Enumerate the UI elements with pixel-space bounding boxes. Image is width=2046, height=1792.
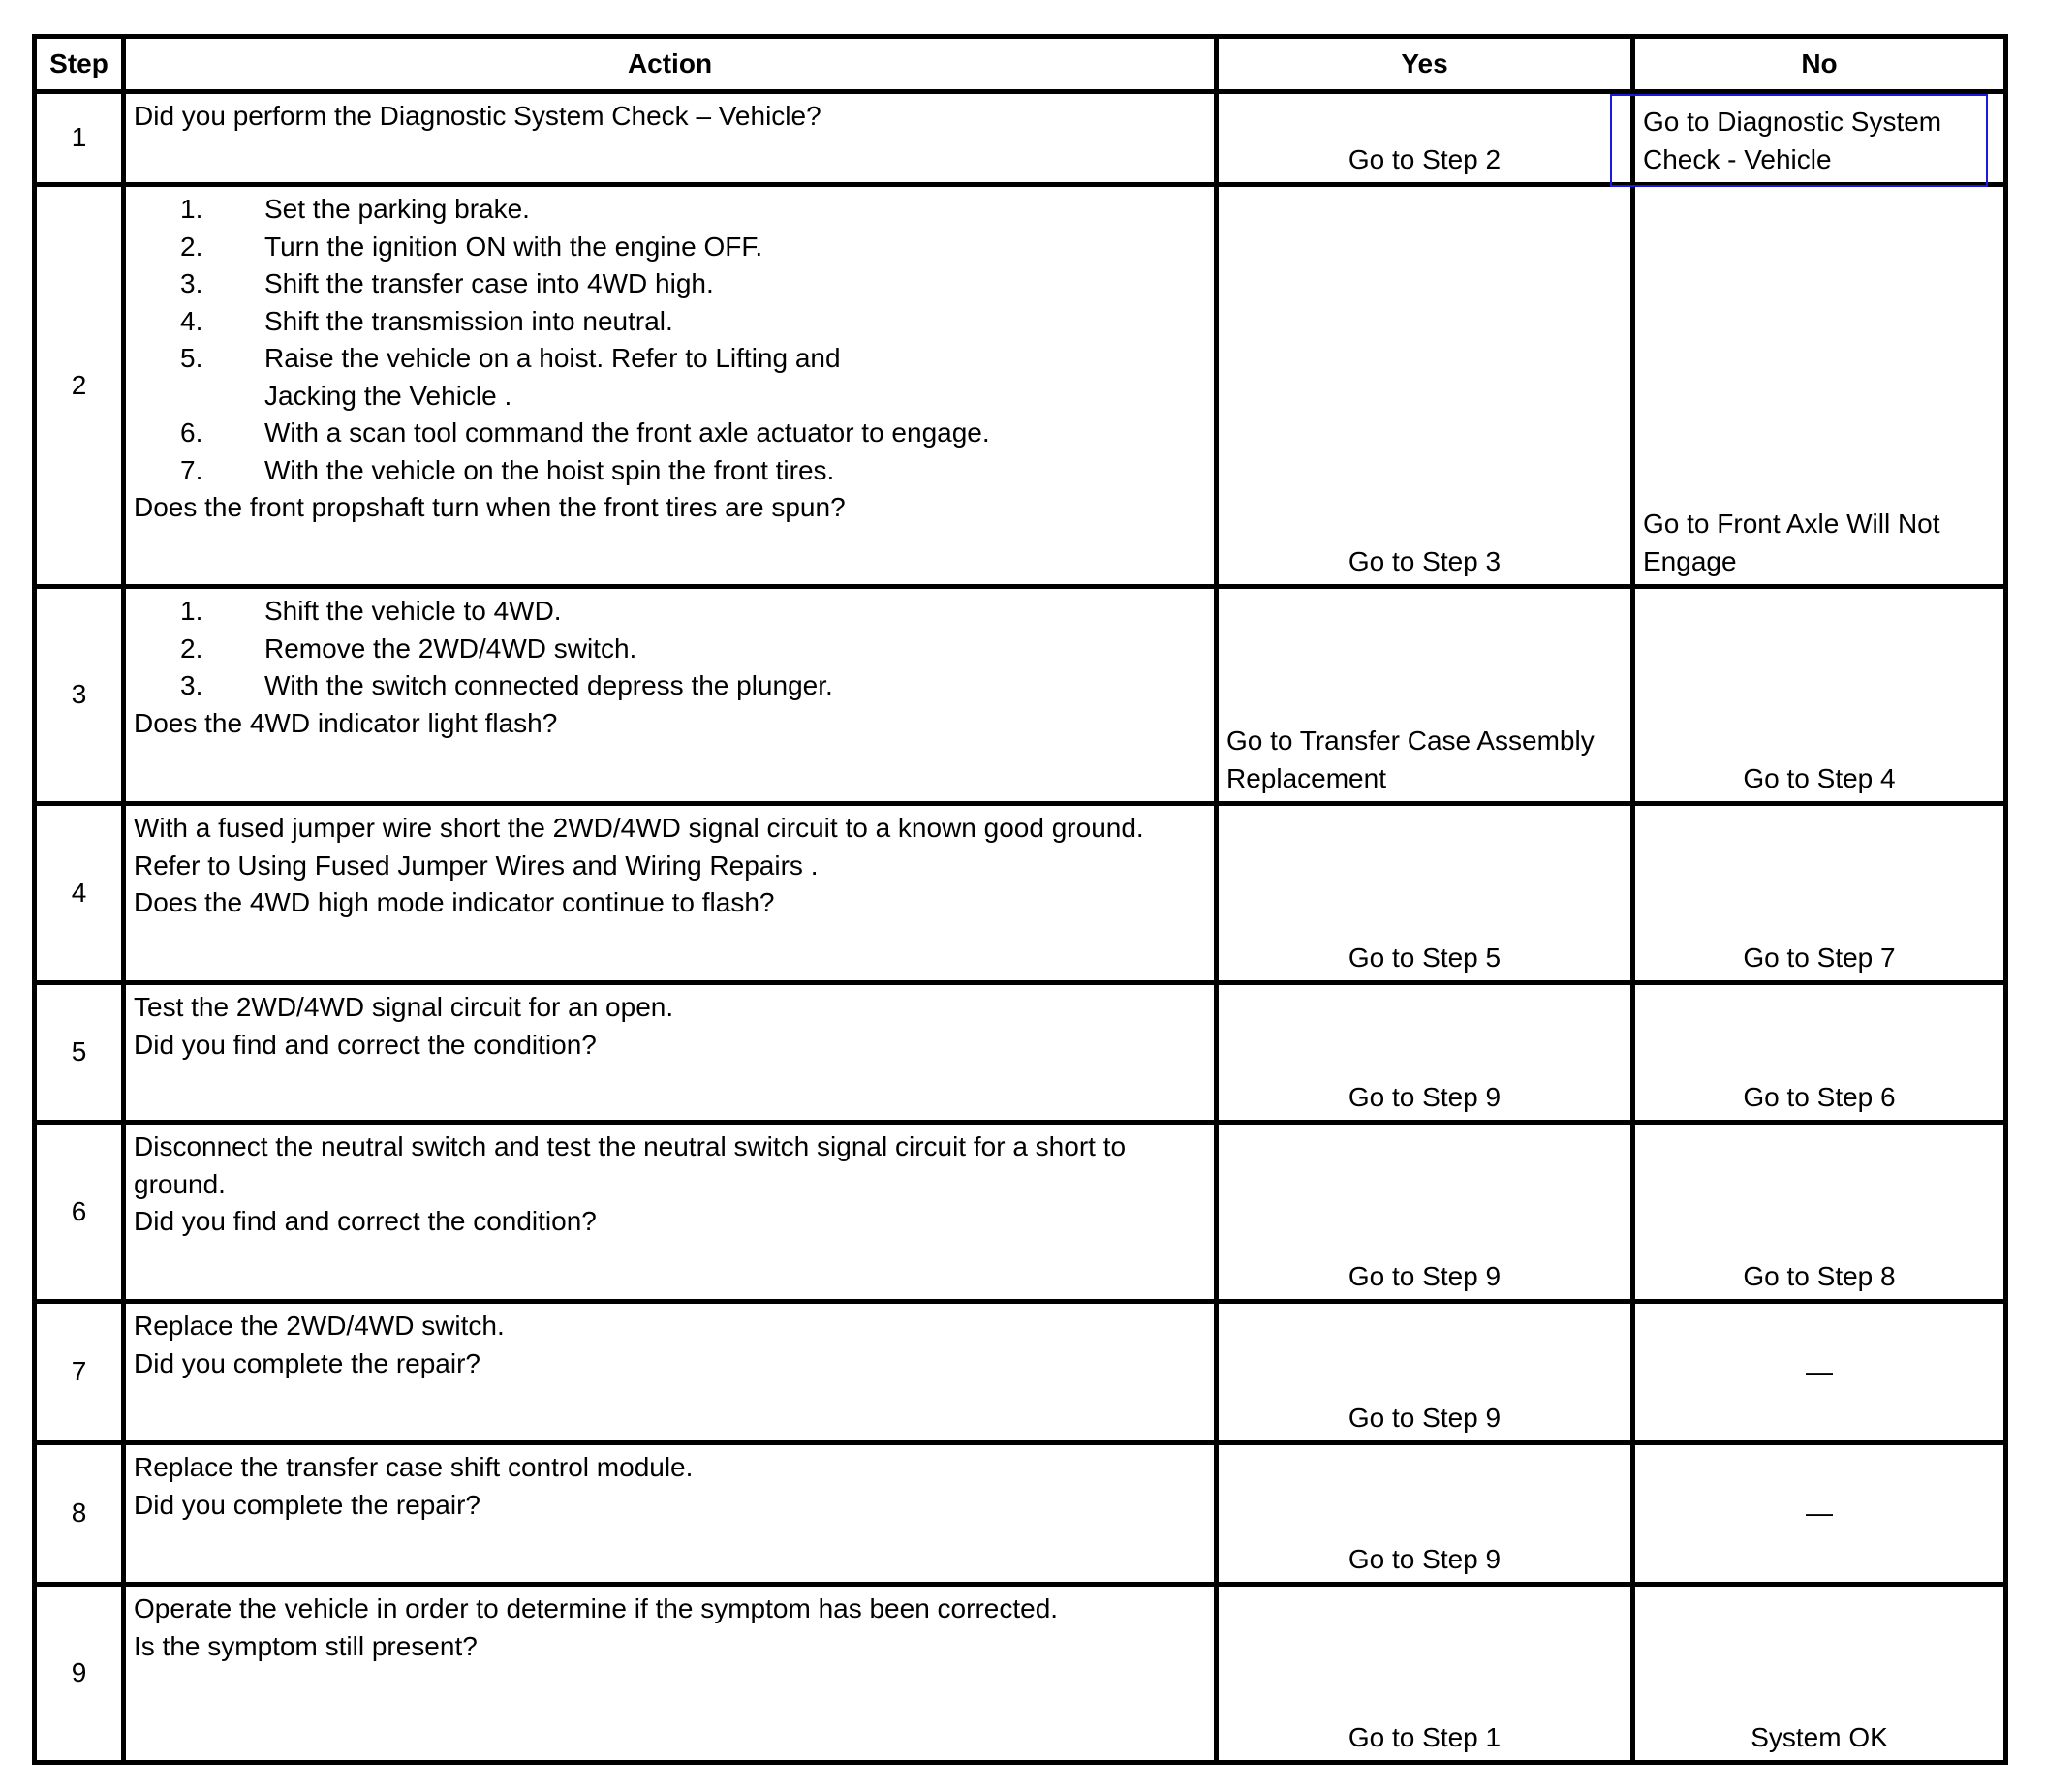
action-text: Disconnect the neutral switch and test the neutral switch signal circuit for a short to ground. (134, 1131, 1127, 1199)
instruction-item: 1. Shift the vehicle to 4WD. (180, 596, 562, 626)
action-question: Is the symptom still present? (134, 1630, 478, 1661)
table-row-step-8 (35, 1443, 2006, 1585)
step-number: 8 (35, 1443, 124, 1585)
instruction-item: 6. With a scan tool command the front axle actuator to engage. (180, 417, 990, 448)
table-row-step-9 (35, 1585, 2006, 1763)
no-cell-dash: — (1633, 1302, 2006, 1443)
instruction-item: 3. Shift the transfer case into 4WD high. (180, 268, 714, 298)
step-number: 4 (35, 804, 124, 983)
action-question: Did you complete the repair? (134, 1489, 480, 1520)
table-row-step-1 (35, 92, 2006, 185)
step-number: 5 (35, 983, 124, 1123)
yes-cell[interactable]: Go to Step 2 (1217, 92, 1633, 185)
no-cell-dash: — (1633, 1443, 2006, 1585)
action-text: With a fused jumper wire short the 2WD/4WD signal circuit to a known good ground. Refer to Using Fused Jumper Wires and Wiring Repairs . (134, 813, 1144, 881)
header-row (35, 37, 2006, 92)
action-cell (124, 1302, 1217, 1443)
step-number: 9 (35, 1585, 124, 1763)
action-question: Does the 4WD high mode indicator continue to flash? (134, 887, 775, 917)
no-cell[interactable]: System OK (1633, 1585, 2006, 1763)
no-cell[interactable]: Go to Front Axle Will Not Engage (1633, 185, 2006, 587)
instruction-list (134, 593, 1206, 705)
table-row-step-5 (35, 983, 2006, 1123)
action-question: Did you find and correct the condition? (134, 1029, 597, 1060)
action-cell (124, 92, 1217, 185)
step-number: 2 (35, 185, 124, 587)
yes-cell[interactable]: Go to Step 3 (1217, 185, 1633, 587)
yes-cell[interactable]: Go to Step 9 (1217, 1123, 1633, 1302)
step-number: 6 (35, 1123, 124, 1302)
action-question: Did you complete the repair? (134, 1347, 480, 1378)
action-question: Did you perform the Diagnostic System Check – Vehicle? (134, 101, 822, 131)
table-row-step-7 (35, 1302, 2006, 1443)
instruction-item: 3. With the switch connected depress the plunger. (180, 670, 833, 700)
instruction-item: 5. Raise the vehicle on a hoist. Refer to Lifting and Jacking the Vehicle . (180, 343, 841, 411)
action-question: Did you find and correct the condition? (134, 1206, 597, 1236)
header-step: Step (35, 37, 124, 92)
no-cell[interactable]: Go to Step 6 (1633, 983, 2006, 1123)
instruction-item: 2. Remove the 2WD/4WD switch. (180, 633, 637, 664)
table-row-step-4 (35, 804, 2006, 983)
instruction-item: 2. Turn the ignition ON with the engine OFF. (180, 231, 763, 262)
action-text: Replace the 2WD/4WD switch. (134, 1311, 505, 1341)
header-no: No (1633, 37, 2006, 92)
action-cell (124, 1585, 1217, 1763)
no-cell[interactable]: Go to Step 4 (1633, 587, 2006, 804)
action-text: Replace the transfer case shift control module. (134, 1452, 694, 1482)
action-cell (124, 587, 1217, 804)
no-cell[interactable]: Go to Step 8 (1633, 1123, 2006, 1302)
action-text: Operate the vehicle in order to determine if the symptom has been corrected. (134, 1593, 1059, 1623)
action-cell (124, 1123, 1217, 1302)
step-number: 7 (35, 1302, 124, 1443)
yes-cell[interactable]: Go to Transfer Case Assembly Replacement (1217, 587, 1633, 804)
action-cell (124, 983, 1217, 1123)
action-question: Does the front propshaft turn when the front tires are spun? (134, 492, 846, 522)
table-row-step-6 (35, 1123, 2006, 1302)
yes-cell[interactable]: Go to Step 9 (1217, 983, 1633, 1123)
instruction-item: 4. Shift the transmission into neutral. (180, 305, 673, 336)
yes-cell[interactable]: Go to Step 9 (1217, 1443, 1633, 1585)
no-cell[interactable]: Go to Diagnostic System Check - Vehicle (1633, 92, 2006, 185)
instruction-list (134, 191, 1206, 489)
instruction-item: 7. With the vehicle on the hoist spin the front tires. (180, 454, 835, 485)
table-row-step-2 (35, 185, 2006, 587)
header-yes: Yes (1217, 37, 1633, 92)
step-number: 3 (35, 587, 124, 804)
yes-cell[interactable]: Go to Step 1 (1217, 1585, 1633, 1763)
action-question: Does the 4WD indicator light flash? (134, 707, 558, 738)
table-row-step-3 (35, 587, 2006, 804)
action-cell (124, 1443, 1217, 1585)
step-number: 1 (35, 92, 124, 185)
action-cell (124, 185, 1217, 587)
diagnostic-table (32, 34, 2008, 1765)
instruction-item: 1. Set the parking brake. (180, 194, 530, 224)
action-text: Test the 2WD/4WD signal circuit for an open. (134, 992, 674, 1022)
yes-cell[interactable]: Go to Step 5 (1217, 804, 1633, 983)
action-cell (124, 804, 1217, 983)
no-cell[interactable]: Go to Step 7 (1633, 804, 2006, 983)
yes-cell[interactable]: Go to Step 9 (1217, 1302, 1633, 1443)
header-action: Action (124, 37, 1217, 92)
